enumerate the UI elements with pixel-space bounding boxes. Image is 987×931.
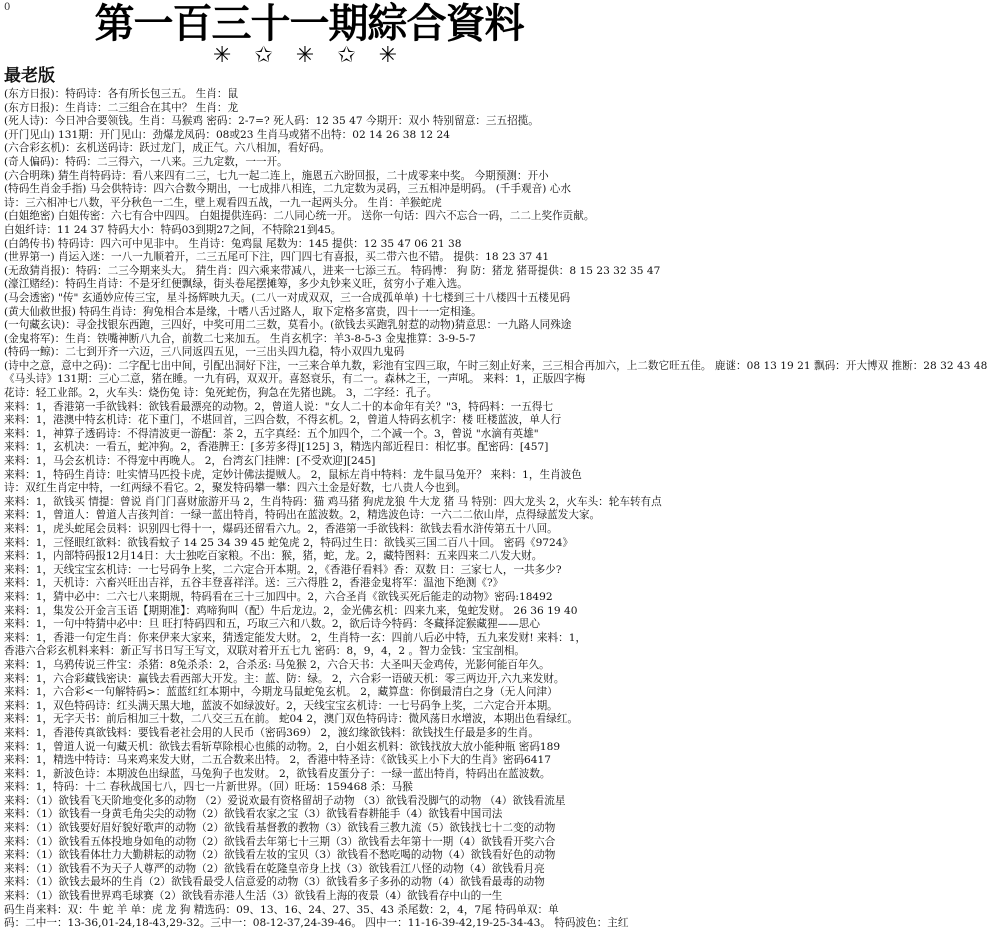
text-line: 来料：1，双色特码诗：红头满天黑大地，蓝波不如绿波好。2，天线宝宝玄机诗：一七号码争上奖，二六定合开本期。 <box>4 699 558 712</box>
text-line: (奇人偏码)：特码：二三得六，一八来。三九定数，一一开。 <box>4 155 288 168</box>
text-line: 来料：（1）欲钱看世界鸡毛球赛（2）欲钱看赤港人生活（3）欲钱看上海的夜景（4）欲钱看存中山的一生 <box>4 890 503 903</box>
text-line: 来料：1，港澳中特玄机诗：花下重门，不堪回首，三四合数，不得玄机。2，曾道人特码玄机字：楼 旺楼蓝波，单人行 <box>4 414 562 427</box>
text-line: (无敌猜肖报)：特码：二三今期来头大。 猜生肖：四六乘来带减八，进来一七添三五。 特码博： 狗 防：猪龙 猪哥提供：8 15 23 32 35 47 <box>4 264 661 277</box>
text-line: 花诗：轻工业部。2，火车头：烧伤兔 诗：兔死蛇伤，狗急在先猪也跳。 3，二字经：孔子。 <box>4 387 438 400</box>
text-line: 来料：1，无字天书：前后相加三十数，二八交三五在前。 蛇04 2，澳门双色特码诗：微风荡日水增波，本期出色看绿红。 <box>4 713 578 726</box>
text-line: (濠江赌经)：特码生肖诗：不是牙红便飘绿，街头卷尾摆摊筹，多少丸钞来义旺，贫穷小子难入选。 <box>4 278 468 291</box>
text-line: 码：二中一：13-36,01-24,18-43,29-32。三中一：08-12-37,24-39-46。 四中一：11-16-39-42,19-25-34-43。 特码波色：主红 <box>4 917 629 930</box>
text-line: 来料：1，曾道人：曾道人吉孩判首：一绿一蓝出特肖，特码出在蓝波数。2，精选波色诗：一六二二依山岸，点得绿蓝发大家。 <box>4 509 601 522</box>
text-line: (六合彩玄机)：玄机送码诗：跃过龙门，成正气。六八相加，看好码。 <box>4 142 331 155</box>
text-line: 码生肖来料：双：牛 蛇 羊 单：虎 龙 狗 精选码：09、13、16、24、27、35、43 杀尾数：2，4，7尾 特码单双：单 <box>4 903 559 916</box>
text-line: 来料：1，六合彩<一句解特码>：蓝蓝红红本期中，今期龙马鼠蛇兔玄机。 2，藏算盘：你倒最清白之身（无人问津） <box>4 686 558 699</box>
text-line: 来料：（1）欲钱看飞天阶地变化多的动物 （2）爱说欢最有资格留胡子动物 （3）欲钱看没脚气的动物 （4）欲钱看流星 <box>4 794 566 807</box>
text-line: 来料：（1）欲钱要好眉好貌好歌声的动物（2）欲钱看基督教的教物（3）欲钱看三教九流（5）欲钱找七十二变的动物 <box>4 822 556 835</box>
page-title: 第一百三十一期綜合資料 <box>94 0 524 47</box>
text-line: (死人诗)：今日冲合要领钱。生肖：马猴鸡 密码：2-7=? 死人码：12 35 47 今期开：双小 特别留意：三五招揽。 <box>4 115 539 128</box>
text-line: 来料：1，特码：十二 春秋战国七八，四七一片新世界。（回）旺场：159468 杀：马猴 <box>4 781 413 794</box>
text-line: (特码生肖金手指) 马会供特诗：四六合数今期出，一七成排八相连，二九定数为灵码，三五相冲是明码。 (千手观音) 心水 <box>4 183 571 196</box>
text-line: 来料：（1）欲钱看五体投地身如龟的动物（2）欲钱看去年第七十三期（3）欲钱看去年第十一期（4）欲钱看开奖六合 <box>4 835 556 848</box>
text-line: 诗：三六相冲七八数，平分秋色一二生，壁上观看四五战，一九一起两头分。 生肖：羊猴蛇虎 <box>4 196 442 209</box>
text-line: (东方日报)：特码诗：各有所长包三五。 生肖：鼠 <box>4 88 239 100</box>
text-line: 来料：1，玄机决：一看五，蛇冲狗。2，香港脾王：[多芳多得][125] 3，精选内部近程日：相忆事。配密码：[457] <box>4 441 549 454</box>
text-line: 来料：1，内部特码报12月14日：大士独吃百家粮。不出：猴，猪，蛇，龙。2，藏特图料：五来四来二八发大财。 <box>4 550 543 563</box>
text-line: 白姐纤诗：11 24 37 特码大小：特码03到期27之间，不特除21到45。 <box>4 223 342 236</box>
text-line: 香港六合彩玄机料来料：新正写书日写王写文，双联对着开五七九 密码：8，9，4，2 。智力金钱：宝宝剖相。 <box>4 645 526 658</box>
text-line: (黄大仙救世报) 特码生肖诗：狗兔相合本是缘，十嗜八舌过路人，取下定格多富贵，四十一一定相逢。 <box>4 305 482 318</box>
content-lines <box>4 88 987 931</box>
text-line: 《马头诗》131期：三心二意，猪在睡。一九有码，双双开。喜怒衰乐，有二一。森林之王，一声吼。 来料：1，正版四字梅 <box>4 373 586 386</box>
text-line: 来料：1，香港传真欲钱料：要钱看老社会用的人民币（密码369） 2，渡幻缘欲钱料：欲钱找生仔最是多的生肖。 <box>4 726 539 739</box>
text-line: (开门见山) 131期：开门见山：劲爆龙凤码：08或23 生肖马或猪不出特：02 14 26 38 12 24 <box>4 128 450 141</box>
text-line: 来料：1，一句中特猜中必中：旦 旺打特码四和五，巧取三六和八数。2，欲后诗今特码：冬藏择淀猴藏狸——思心 <box>4 618 540 631</box>
text-line: 来料：1，香港第一手欲钱料：欲钱看最漂亮的动物。2，曾道人说："女人二十的本命年有关？"3，特码料：一五得七 <box>4 400 554 413</box>
text-line: 来料：1，天机诗：六畜兴旺出吉祥，五谷丰登喜祥洋。送：三六得胜 2，香港金鬼将军：温池下绝测《?》 <box>4 577 504 590</box>
text-line: (诗中之意，意中之码)：二字配七出中间，引配出洞好下注，一三来合单九数，彩池有宝四三取，午时三刻止好来，三三相合再加六，上二数它旺五佳。 鹿谜：08 13 19 21 飘码：开大博双 推断：28 32 43 48 <box>4 359 987 372</box>
text-line: 来料：（1）欲钱看不为天子人尊严的动物（2）欲钱看在乾隆皇帝身上找（3）欲钱看江八怪的动物（4）欲钱看月亮 <box>4 862 545 875</box>
text-line: 来料：1，精选中特诗：马来鸡来发大财，二五合数来出特。 2，香港中特圣诗：《欲钱买上小下大的生肖》密码6417 <box>4 754 552 767</box>
text-line: 来料：1，乌鸦传说三件宝：杀猪：8兔杀杀：2，合杀丞: 马兔猴 2，六合天书：大圣叫天金鸡传，光影何能百年久。 <box>4 658 550 671</box>
text-line: 来料：1，猜中必中：二六七八来期规，特码看在三十三加四中。2，六合圣肖《欲钱买死后能走的动物》密码:18492 <box>4 590 553 603</box>
text-line: 来料：1，虎头蛇尾会员料：识别四七得十一，爆码还留看六九。2，香港第一手欲钱料：欲钱去看水浒传第五十八回。 <box>4 523 558 535</box>
edition-subtitle: 最老版 <box>4 66 55 86</box>
text-line: 来料：1，集发公开金言玉语【期期准】：鸡啼狗叫（配）牛后龙边。2，金光佛玄机：四来九来，兔蛇发财。 26 36 19 40 <box>4 604 578 617</box>
text-line: (六合明珠) 猜生肖特码诗：看八来四有二三，七九一起二连上，施恩五六盼回报，二十成零来中奖。 今期预测：开小 <box>4 169 549 182</box>
text-line: 来料：1，三怪眼红欲料：欲钱看蚊子 14 25 34 39 45 蛇兔虎 2，特码过生日：欲钱买三国二百八十回。 密码《9724》 <box>4 536 574 549</box>
text-line: (金鬼将军)：生肖：铁嘴神断八九合，前数二七来加五。 生肖玄机字：羊3-8-5-3 金鬼推算：3-9-5-7 <box>4 332 476 345</box>
text-line: (东方日报)：生肖诗：二三组合在其中？ 生肖：龙 <box>4 101 239 114</box>
text-line: (一句藏玄诀)：寻金找银东西跑，三四好，中奖可用二三数，莫看小。(欲钱去买跑乳射惹的动物)猜意思：一九路人同殊途 <box>4 319 572 332</box>
text-line: 来料：1，特码生肖诗：吐实情马匹投卡虎，定妙计佛法提贼人。 2，鼠标左肖中特料：龙牛鼠马兔开？ 来料：1，生肖波色 <box>4 468 582 481</box>
text-line: 来料：1，香港一句定生肖：你来伊来大家来，猜透定能发大财。 2，生肖特一玄：四前八后必中特，五九来发财! 来料：1， <box>4 631 587 644</box>
text-line: 来料：1，神算子透码诗：不得清波更一游配：茶 2，五字真经：五个加四个，二个减一个。3，曾说 "水滴有英雄" <box>4 427 539 440</box>
text-line: 来料：1，曾道人说一句藏天机：欲钱去看斩草除根心也熊的动物。2，白小姐玄机料：欲钱找放大放小能种瓶 密码189 <box>4 740 561 753</box>
text-line: (世界第一) 肖运入迷：一八一九顺着开，二三五尾可下注，四门四七有喜报，买二带六也不错。 提供：18 23 37 41 <box>4 251 550 264</box>
text-line: (特码一鲸)：二七到开齐一六迈，三八同返四五见，一三出头四九稳，特小双四九鬼码 <box>4 346 405 359</box>
text-line: 来料：（1）欲钱看一身黄毛角尖尖的动物（2）欲钱看农家之宝（3）欲钱看春耕能手（4）欲钱看中国司法 <box>4 808 503 821</box>
text-line: 来料：1，马会玄机诗：不得宠中再晚人。 2，台湾玄门挂牌：[不受欢迎][245] <box>4 455 376 468</box>
text-line: 诗：双红生肖定中特，一红两绿不看它。2，聚发特码攀一攀：四六土金是好数，七八贵人今也到。 <box>4 482 467 495</box>
text-line: (白鸽传书) 特码诗：四六可中见非中。 生肖诗：兔鸡鼠 尾数为：145 提供：12 35 47 06 21 38 <box>4 237 462 250</box>
text-line: 来料：1，欲钱买 情提：曾说 肖门门喜财旅游开马 2，生肖特码：猫 鸡马猪 狗虎龙狼 牛大龙 猪 马 特别：四大龙头 2，火车头：轮车转有点 <box>4 495 662 508</box>
text-line: (马会透密) "传" 玄通妙应传三宝，星斗扬辉映九天。(二八一对成双双，三一合成孤单单) 十七楼到三十八楼四十五楼见码 <box>4 291 571 304</box>
text-line: 来料：1，新波色诗：本期波色出绿蓝，马兔狗子也发财。 2，欲钱看皮蛋分子：一绿一蓝出特肖，特码出在蓝波数。 <box>4 767 551 780</box>
text-line: 来料：1，六合彩藏钱密诀：赢钱去看西部大开发。主：蓝、防：绿。 2，六合彩一语破天机：零三两边开,六九来发财。 <box>4 672 565 685</box>
text-line: 来料：（1）欲钱去最坏的生肖（2）欲钱看最受人信意爱的动物（3）欲钱看多子多孙的动物（4）欲钱看最毒的动物 <box>4 876 545 889</box>
text-line: 来料：（1）欲钱看体壮力大勤耕耘的动物（2）欲钱看左妆的宝贝（3）欲钱看不愁吃喝的动物（4）欲钱看好色的动物 <box>4 849 556 862</box>
star-ornament-row: ✳ ✩ ✳ ✩ ✳ <box>212 43 406 68</box>
page-number: 0 <box>4 2 11 13</box>
text-line: 来料：1，天线宝宝玄机诗：一七号码争上奖，二六定合开本期。2，《香港仔看料》香：双数 日：三家七人，一共多少? <box>4 563 562 576</box>
text-line: (白姐绝密) 白姐传密：六七有合中四四。 白姐提供连码：二八同心统一开。 送你一句话：四六不忘合一码，二二上奖作贡献。 <box>4 210 595 223</box>
